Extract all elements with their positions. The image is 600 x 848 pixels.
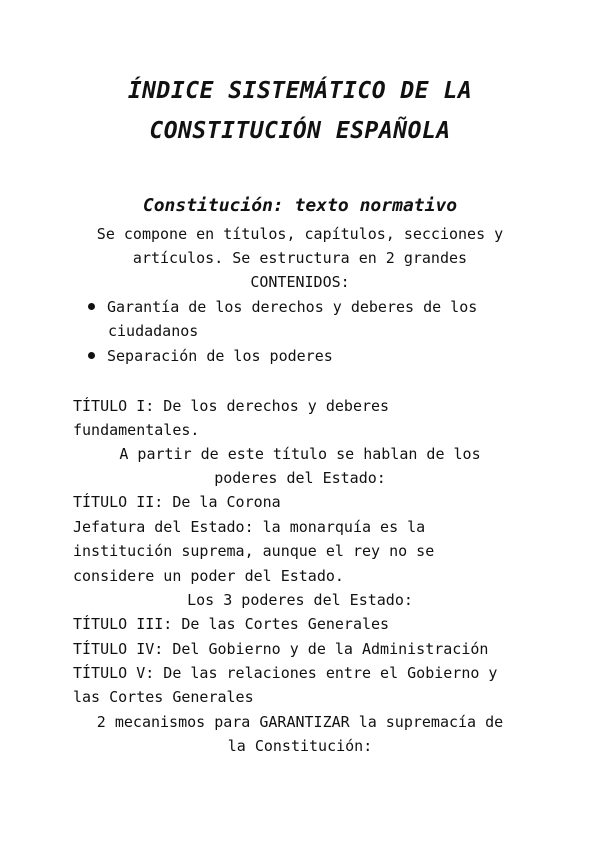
intro-line-1: Se compone en títulos, capítulos, secciones y [96,225,504,243]
page-title-line-2: CONSTITUCIÓN ESPAÑOLA [149,118,451,144]
titulo-2: TÍTULO II: De la Corona [73,493,281,511]
bullet-text: Separación de los poderes [107,347,333,365]
note-line-2: poderes del Estado: [214,469,386,487]
bullet-item [88,347,333,365]
mecanismos-line-1: 2 mecanismos para GARANTIZAR la supremacía de [96,713,504,731]
jefatura-line-1: Jefatura del Estado: la monarquía es la [73,518,426,536]
mecanismos-line-2: la Constitución: [227,737,373,755]
bullet-text-continuation: ciudadanos [108,322,199,340]
intro-line-2: artículos. Se estructura en 2 grandes [132,249,468,267]
section-heading: Constitución: texto normativo [142,195,458,216]
titulo-5-line-1: TÍTULO V: De las relaciones entre el Gobierno y [73,664,498,682]
titulo-1-line-1: TÍTULO I: De los derechos y deberes [73,397,390,415]
bullet-text: Garantía de los derechos y deberes de los [107,298,478,316]
note-line-1: A partir de este título se hablan de los [119,445,481,463]
jefatura-line-3: considere un poder del Estado. [73,567,344,585]
titulo-4: TÍTULO IV: Del Gobierno y de la Administración [73,640,489,658]
titulo-3: TÍTULO III: De las Cortes Generales [73,615,390,633]
bullet-dot-icon [88,303,95,310]
jefatura-line-2: institución suprema, aunque el rey no se [73,542,435,560]
bullet-item [88,298,477,316]
page-title-line-1: ÍNDICE SISTEMÁTICO DE LA [127,78,473,104]
titulo-1-line-2: fundamentales. [73,421,200,439]
titulo-5-line-2: las Cortes Generales [73,688,254,706]
bullet-dot-icon [88,352,95,359]
poderes-heading: Los 3 poderes del Estado: [187,591,413,609]
intro-line-3: CONTENIDOS: [250,273,350,291]
